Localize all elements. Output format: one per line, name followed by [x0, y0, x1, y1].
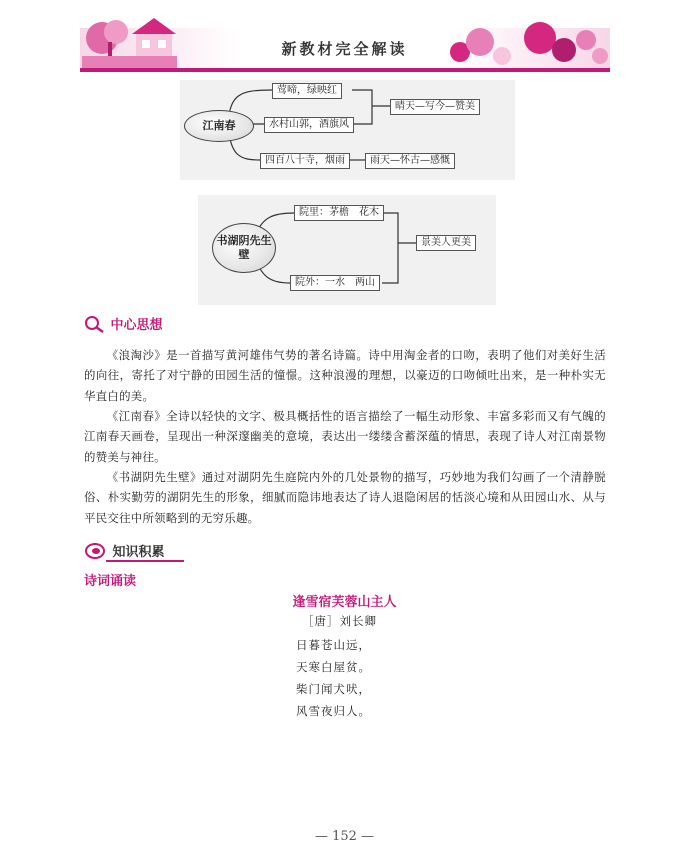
- poem-author: ［唐］刘长卿: [302, 614, 377, 628]
- summary-node: 雨天—怀古—感慨: [365, 153, 455, 169]
- center-node: 书湖阴先生壁: [212, 223, 276, 273]
- heading-text: 中心思想: [110, 318, 163, 333]
- mindmap-jiangnan-chun: [180, 80, 515, 180]
- paragraph-langtaosha: 《浪淘沙》是一首描写黄河雄伟气势的著名诗篇。诗中用淘金者的口吻，表明了他们对美好生活的向往，寄托了对宁静的田园生活的憧憬。这种浪漫的理想，以豪迈的口吻倾吐出来，是一种朴实无华直白的美。: [84, 348, 606, 403]
- swirl-icon: [84, 542, 108, 560]
- poem-line: 风雪夜归人。: [296, 704, 371, 718]
- summary-node: 景美人更美: [416, 235, 476, 251]
- central-idea-heading: [84, 314, 163, 333]
- recitation-heading: 诗词诵读: [84, 574, 137, 589]
- page-header: [0, 0, 689, 80]
- branch-node: 院外：一水 两山: [290, 275, 380, 291]
- poem-line: 柴门闻犬吠，: [296, 682, 371, 696]
- branch-node: 院里：茅檐 花木: [294, 205, 384, 221]
- summary-node: 晴天—写今—赞美: [390, 99, 480, 115]
- paragraph-shuhuyin: 《书湖阴先生壁》通过对湖阴先生庭院内外的几处景物的描写，巧妙地为我们勾画了一个清静脱俗、朴实勤劳的湖阴先生的形象，细腻而隐讳地表达了诗人退隐闲居的恬淡心境和从田园山水、从与平民交往中所领略到的无穷乐趣。: [84, 470, 606, 525]
- heading-text: 知识积累: [112, 545, 165, 560]
- page-number: — 152 —: [314, 829, 375, 844]
- branch-node: 四百八十寺，烟雨: [260, 153, 350, 169]
- knowledge-heading: [84, 541, 165, 560]
- mindmap-shu-huyin: [198, 195, 496, 305]
- magnifier-icon: [84, 315, 106, 333]
- poem-line: 天寒白屋贫。: [296, 660, 371, 674]
- book-title: 新教材完全解读: [281, 40, 408, 58]
- paragraph-jiangnanchun: 《江南春》全诗以轻快的文字、极具概括性的语言描绘了一幅生动形象、丰富多彩而又有气魄的江南春天画卷，呈现出一种深邃幽美的意境，表达出一缕缕含蓄深蕴的情思，表现了诗人对江南景物的赞美与神往。: [84, 409, 606, 464]
- branch-node: 水村山郭，酒旗风: [264, 117, 354, 133]
- heading-underline: [106, 560, 184, 562]
- poem-line: 日暮苍山远，: [296, 638, 371, 652]
- header-rule: [80, 68, 610, 72]
- center-node: 江南春: [184, 110, 254, 142]
- branch-node: 莺啼，绿映红: [272, 83, 342, 99]
- poem-title: 逢雪宿芙蓉山主人: [292, 595, 397, 610]
